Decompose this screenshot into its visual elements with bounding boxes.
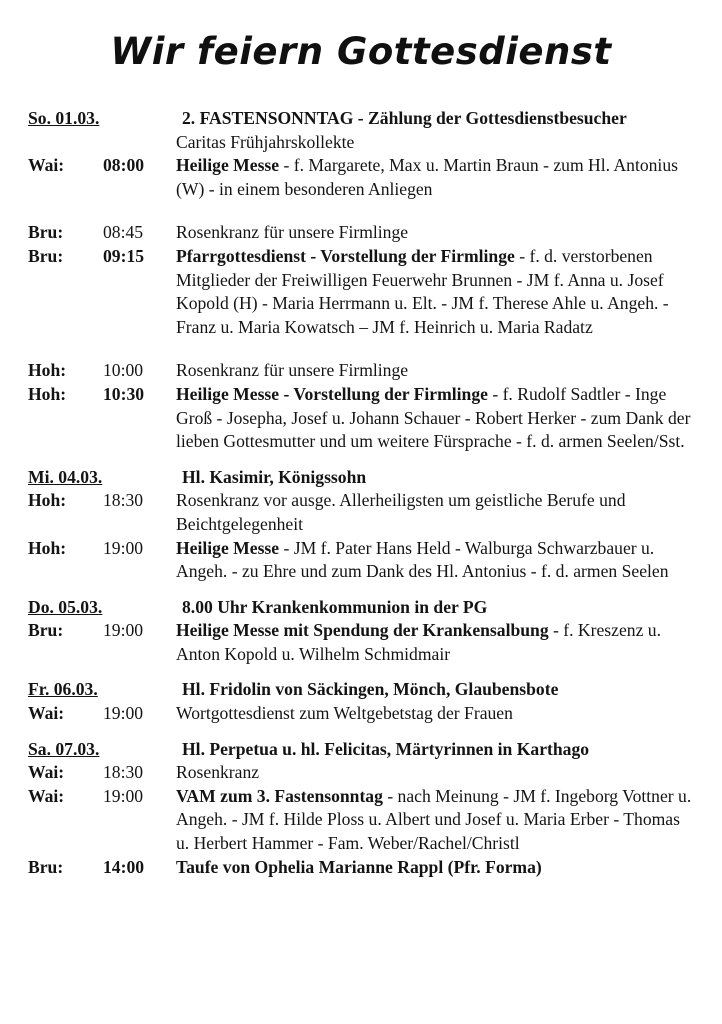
event-time: 08:45: [103, 222, 144, 243]
event-title: VAM zum 3. Fastensonntag: [176, 785, 383, 806]
section-header-row: [28, 596, 692, 620]
section-heading: Hl. Fridolin von Säckingen, Mönch, Glaubensbote: [182, 679, 559, 700]
event-row: [28, 359, 692, 383]
event-title: Heilige Messe: [176, 155, 280, 176]
schedule-section: [28, 107, 692, 454]
event-time: 10:00: [103, 360, 144, 381]
section-heading: Hl. Kasimir, Königssohn: [182, 466, 367, 487]
section-heading: 8.00 Uhr Krankenkommunion in der PG: [182, 596, 488, 617]
event-row: [28, 221, 692, 245]
event-row: [28, 537, 692, 584]
section-note: Caritas Frühjahrskollekte: [176, 131, 355, 152]
schedule-section: [28, 466, 692, 584]
event-title: Heilige Messe - Vorstellung der Firmlinge: [176, 383, 488, 404]
event-row: [28, 383, 692, 454]
event-detail: - f. d. verstorbenen Mitglieder der Freiwilligen Feuerwehr Brunnen - JM f. Anna u. Josef Kopold (H) - Maria Herrmann u. Elt. - JM f. Therese Ahle u. Angeh. - Franz u. Maria Kowatsch – JM f. Heinrich u. Maria Radatz: [176, 245, 669, 337]
event-location: Wai:: [28, 155, 65, 176]
section-note-row: [28, 131, 692, 155]
event-location: Hoh:: [28, 490, 67, 511]
section-header-row: [28, 678, 692, 702]
event-location: Hoh:: [28, 537, 67, 558]
event-row: [28, 154, 692, 201]
section-heading: 2. FASTENSONNTAG - Zählung der Gottesdienstbesucher: [182, 108, 627, 128]
section-date: Sa. 07.03.: [28, 738, 100, 759]
event-row: [28, 489, 692, 536]
event-description: [176, 489, 692, 536]
event-description: [176, 856, 692, 880]
schedule: [0, 76, 722, 879]
event-description: [176, 154, 692, 201]
event-time: 10:30: [103, 383, 145, 404]
event-location: Bru:: [28, 620, 64, 641]
event-location: Bru:: [28, 856, 64, 877]
event-time: 19:00: [103, 537, 144, 558]
event-location: Wai:: [28, 762, 65, 783]
event-row: [28, 619, 692, 666]
section-header-row: [28, 738, 692, 762]
event-time: 19:00: [103, 703, 144, 724]
event-description: [176, 761, 692, 785]
event-location: Hoh:: [28, 383, 67, 404]
event-location: Wai:: [28, 785, 65, 806]
event-detail: - f. Kreszenz u. Anton Kopold u. Wilhelm Schmidmair: [176, 620, 661, 664]
event-row: [28, 761, 692, 785]
event-description: [176, 245, 692, 339]
section-date: So. 01.03.: [28, 108, 100, 128]
event-row: [28, 856, 692, 880]
section-date: Fr. 06.03.: [28, 679, 98, 700]
event-time: 19:00: [103, 785, 144, 806]
event-detail: - f. Rudolf Sadtler - Inge Groß - Josepha, Josef u. Johann Schauer - Robert Herker - zum Dank der lieben Gottesmutter und um weitere Fürsprache - f. d. armen Seelen/Sst.: [176, 383, 691, 452]
section-date: Do. 05.03.: [28, 596, 103, 617]
event-description: [176, 785, 692, 856]
event-location: Wai:: [28, 703, 65, 724]
page-title: Wir feiern Gottesdienst: [110, 30, 612, 73]
event-row: [28, 785, 692, 856]
section-header-row: [28, 107, 692, 131]
event-title: Taufe von Ophelia Marianne Rappl (Pfr. Forma): [176, 856, 542, 877]
section-date: Mi. 04.03.: [28, 466, 103, 487]
event-location: Bru:: [28, 245, 64, 266]
section-header-row: [28, 466, 692, 490]
event-title: Pfarrgottesdienst - Vorstellung der Firmlinge: [176, 245, 515, 266]
event-detail: Rosenkranz: [176, 762, 260, 783]
event-location: Hoh:: [28, 360, 67, 381]
event-detail: Rosenkranz für unsere Firmlinge: [176, 360, 409, 381]
event-description: [176, 537, 692, 584]
event-detail: - f. Margarete, Max u. Martin Braun - zum Hl. Antonius (W) - in einem besonderen Anliegen: [176, 155, 678, 199]
event-time: 09:15: [103, 245, 145, 266]
event-description: [176, 702, 692, 726]
event-description: [176, 383, 692, 454]
schedule-section: [28, 678, 692, 725]
schedule-section: [28, 596, 692, 667]
event-time: 18:30: [103, 762, 144, 783]
event-time: 18:30: [103, 490, 144, 511]
event-row: [28, 702, 692, 726]
event-title: Heilige Messe: [176, 537, 280, 558]
event-detail: - nach Meinung - JM f. Ingeborg Vottner u. Angeh. - JM f. Hilde Ploss u. Albert und Josef u. Maria Erber - Thomas u. Herbert Hammer - Fam. Weber/Rachel/Christl: [176, 785, 692, 854]
event-detail: - JM f. Pater Hans Held - Walburga Schwarzbauer u. Angeh. - zu Ehre und zum Dank des Hl. Antonius - f. d. armen Seelen: [176, 537, 669, 582]
event-time: 14:00: [103, 856, 145, 877]
event-description: [176, 359, 692, 383]
event-time: 08:00: [103, 155, 145, 176]
event-detail: Rosenkranz vor ausge. Allerheiligsten um geistliche Berufe und Beichtgelegenheit: [176, 490, 626, 534]
schedule-section: [28, 738, 692, 880]
event-description: [176, 221, 692, 245]
event-row: [28, 245, 692, 339]
event-time: 19:00: [103, 620, 144, 641]
event-location: Bru:: [28, 222, 64, 243]
event-detail: Wortgottesdienst zum Weltgebetstag der Frauen: [176, 703, 513, 724]
event-description: [176, 619, 692, 666]
section-heading: Hl. Perpetua u. hl. Felicitas, Märtyrinnen in Karthago: [182, 738, 590, 759]
event-title: Heilige Messe mit Spendung der Krankensalbung: [176, 620, 549, 641]
event-detail: Rosenkranz für unsere Firmlinge: [176, 222, 409, 243]
